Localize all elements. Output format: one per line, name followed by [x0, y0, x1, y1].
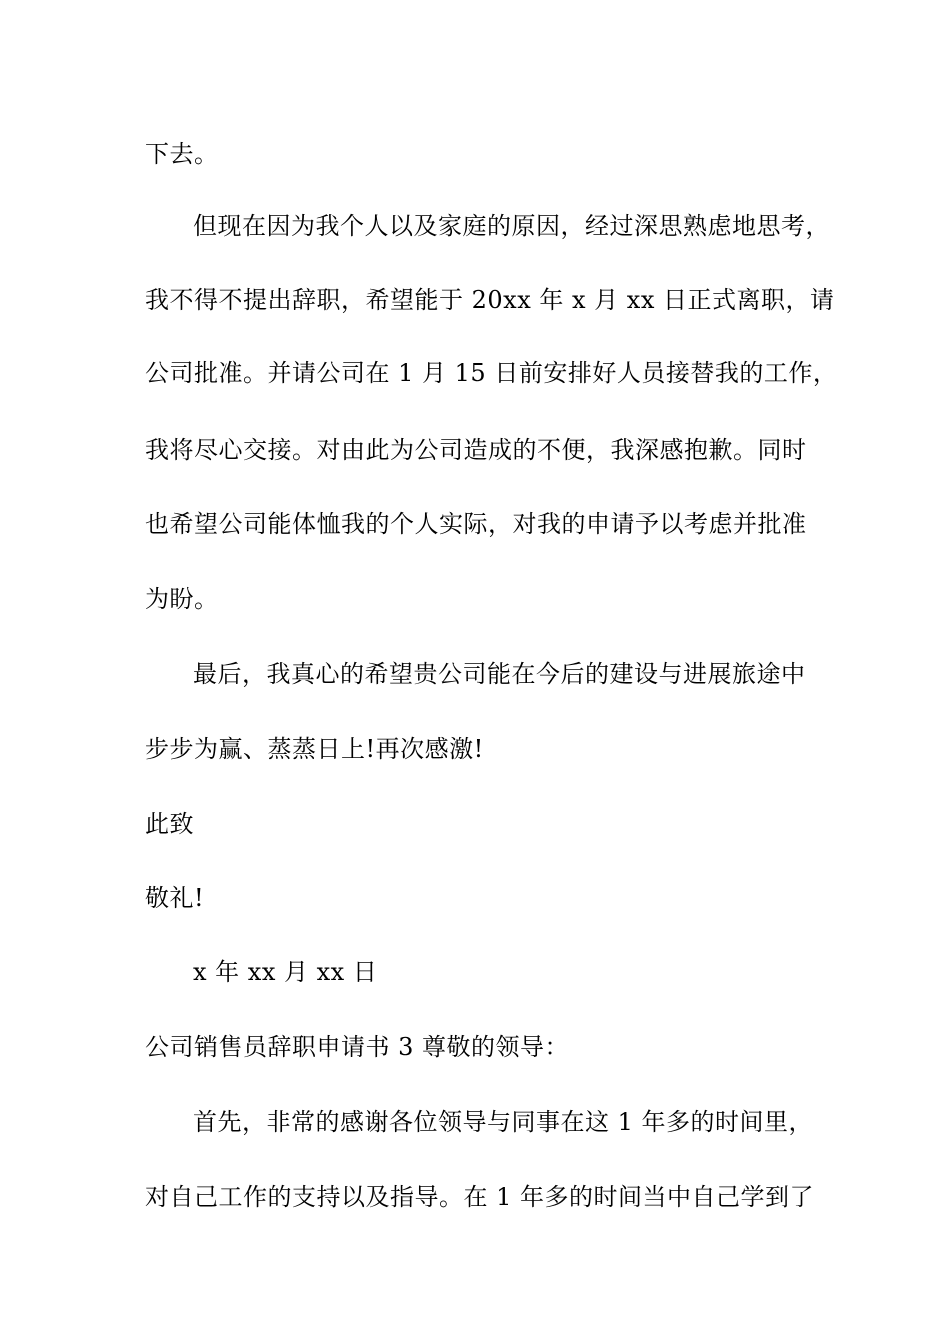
text-line: 我不得不提出辞职，希望能于 20xx 年 x 月 xx 日正式离职，请: [145, 286, 835, 314]
paragraph-start-line: 但现在因为我个人以及家庭的原因，经过深思熟虑地思考，: [193, 212, 830, 240]
text-line: 也希望公司能体恤我的个人实际，对我的申请予以考虑并批准: [145, 510, 807, 538]
text-line: 步步为赢、蒸蒸日上!再次感激!: [145, 735, 484, 763]
paragraph-start-line: 最后，我真心的希望贵公司能在今后的建设与进展旅途中: [193, 660, 806, 688]
text-line: 公司批准。并请公司在 1 月 15 日前安排好人员接替我的工作，: [145, 359, 838, 387]
text-line: 对自己工作的支持以及指导。在 1 年多的时间当中自己学到了: [145, 1183, 815, 1211]
text-line: 下去。: [145, 140, 219, 168]
section-heading-line: 公司销售员辞职申请书 3 尊敬的领导：: [145, 1033, 570, 1061]
paragraph-start-line: 首先，非常的感谢各位领导与同事在这 1 年多的时间里，: [193, 1108, 814, 1136]
date-line: x 年 xx 月 xx 日: [193, 958, 378, 986]
text-line: 为盼。: [145, 585, 219, 613]
text-line: 我将尽心交接。对由此为公司造成的不便，我深感抱歉。同时: [145, 436, 807, 464]
salutation-line: 敬礼!: [145, 884, 205, 912]
closing-line: 此致: [145, 810, 194, 838]
